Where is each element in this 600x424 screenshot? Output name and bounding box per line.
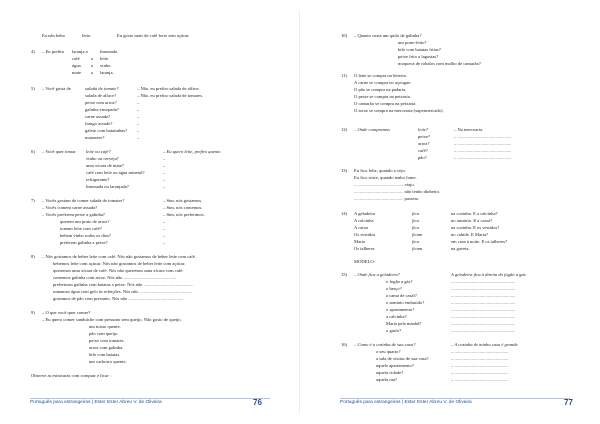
ex12-answer: – ............................................... <box>454 148 512 153</box>
ex8-line: gostamos de pão com presunto. Nós não ................................................ <box>53 296 184 301</box>
ex14-rest: na cozinha. E os vestidos? <box>451 225 500 230</box>
ex7-answer: – Sim, nós comemos. <box>163 205 203 210</box>
ex7-answer: – Sim, nós gostamos. <box>163 198 203 203</box>
ex8-line: preferimos galinha com batatas a peixe. Nós não ........................................... <box>53 282 193 287</box>
ex9-item: bife com batatas. <box>89 352 121 357</box>
ex12-item: café? <box>418 148 428 153</box>
ex12-item: peixe? <box>418 134 430 139</box>
ex16-model-answer: – A cozinha de minha casa é grande. <box>451 342 519 347</box>
ex14-rest: no armário. E a caixa? <box>451 218 493 223</box>
ex12-answer: – ............................................... <box>454 155 512 160</box>
ex6-item: leite ou café? <box>86 149 111 154</box>
ex14-rest: no cabide. E Maria? <box>451 232 488 237</box>
page-number: 76 <box>253 398 262 407</box>
ex9-answer: – Eu quero comer sanduíche com presunto sem queijo. Não gosto de queijo. <box>42 317 182 322</box>
ex6-item: limonada ou laranjada? <box>86 184 129 189</box>
ex12-answer: – ............................................... <box>454 134 512 139</box>
ex5-item: frango assado? <box>85 121 113 126</box>
ex7-answer: – <box>163 240 166 245</box>
page-number: 77 <box>564 398 573 407</box>
ex7-line: – Vocês preferem peixe a galinha? <box>42 212 105 217</box>
ex12-answer: – ............................................... <box>454 141 512 146</box>
ex14-model-label: MODELO: <box>354 259 375 264</box>
ex15-item: o garfo? <box>386 328 402 333</box>
ex5-answer: – <box>137 107 140 112</box>
footer-credit: Português para estrangeiros | Ester Ester Abreu V. de Oliveira <box>340 400 472 405</box>
ex7-answer: – <box>163 219 166 224</box>
ex9-item: um cachorro quente. <box>89 359 127 364</box>
ex13-number: 13) <box>341 168 348 173</box>
ex5-answer: – <box>137 100 140 105</box>
ex6-item: café com leite ou água mineral? <box>86 170 145 175</box>
ex12-item: arroz? <box>418 141 430 146</box>
ex15-item: o apartamento? <box>386 307 415 312</box>
ex15-number: 15) <box>341 272 348 277</box>
ex11-line: O peixe se compra na peixaria. <box>354 94 411 99</box>
ex7-line: – Vocês gostam de comer salada de tomates? <box>42 198 125 203</box>
ex5-item: carne assada? <box>85 114 111 119</box>
ex16-blank: – ............................................... <box>451 363 509 368</box>
ex14-verb: fica <box>412 225 419 230</box>
ex4-row-4b: a <box>91 70 94 75</box>
ex16-blank: – ............................................... <box>451 377 509 382</box>
ex16-blank: – ............................................... <box>451 349 509 354</box>
ex16-item: aquela rua? <box>376 377 398 382</box>
ex5-item: peixe com arroz? <box>85 100 117 105</box>
ex16-blank: – ............................................... <box>451 370 509 375</box>
ex12-item: pão? <box>418 155 427 160</box>
footer-rule <box>340 398 570 399</box>
ex7-number: 7) <box>31 198 35 203</box>
ex12-item: leite? <box>418 127 429 132</box>
ex11-line: O arroz se compra na mercearia (supermercado). <box>354 108 444 113</box>
ex5-item: salada de alface? <box>85 93 117 98</box>
ex15-item: o fogão a gás? <box>386 279 413 284</box>
ex5-number: 5) <box>31 86 35 91</box>
ex13-line: ........................................... não tenho dinheiro. <box>354 189 441 194</box>
ex14-rest: na gaveta. <box>451 246 470 251</box>
ex7-line: querem um prato de arroz? <box>60 219 110 224</box>
observe-note: Observe as estruturas com comprar e ficar : <box>31 373 111 378</box>
ex16-blank: – ............................................... <box>451 356 509 361</box>
ex4-row-3a: água <box>72 63 81 68</box>
footer-rule <box>30 398 270 399</box>
ex3-col3: Eu gosto mais de café forte sem açúcar. <box>117 33 190 38</box>
ex14-verb: fica <box>412 218 419 223</box>
ex4-row-4a: mate <box>72 70 81 75</box>
ex5-item: galinha ensopada? <box>85 107 119 112</box>
ex14-subject: Maria <box>354 239 365 244</box>
ex13-line: Eu fico feliz, quando a vejo. <box>354 168 406 173</box>
ex15-blank: ........................................................ <box>451 307 516 312</box>
ex15-item: a cama de casal? <box>386 293 417 298</box>
ex13-line: ........................................... passeio. <box>354 196 420 201</box>
ex15-blank: ........................................................ <box>451 286 516 291</box>
ex11-number: 11) <box>341 73 347 78</box>
ex5-answer: – <box>137 128 140 133</box>
ex5-answer: – <box>137 114 140 119</box>
ex16-item: a sala de visitas de sua casa? <box>376 356 429 361</box>
ex7-answer: – <box>163 233 166 238</box>
ex15-blank: ........................................................ <box>451 279 516 284</box>
ex7-line: – Vocês comem carne assada? <box>42 205 98 210</box>
ex9-item: pão com queijo. <box>89 331 119 336</box>
ex9-question: – O que você quer comer? <box>42 310 91 315</box>
ex14-verb: fica <box>412 211 419 216</box>
ex15-model-answer: A geladeira fica à direita do fogão a gás. <box>451 272 527 277</box>
ex16-item: aquele apartamento? <box>376 363 414 368</box>
ex4-row-3b: a <box>91 63 94 68</box>
ex6-answer: – Eu quero leite, prefiro quente. <box>163 149 222 154</box>
ex14-rest: na cozinha. E a calcinha? <box>451 211 498 216</box>
ex4-number: 4) <box>31 49 35 54</box>
ex14-verb: ficam <box>412 246 423 251</box>
ex10-line: bife com batatas fritas? <box>398 47 441 52</box>
ex7-line: bebem vinho todos os dias? <box>60 233 111 238</box>
ex10-line: – Quanto custa um quilo de galinha? <box>354 33 422 38</box>
ex15-blank: ........................................................ <box>451 300 516 305</box>
ex4-row-2c: leite. <box>100 56 110 61</box>
ex14-verb: fica <box>412 239 419 244</box>
ex14-subject: A caixa <box>354 225 368 230</box>
ex6-number: 6) <box>31 149 35 154</box>
ex4-row-2a: café <box>72 56 80 61</box>
ex5-answer: – <box>137 135 140 140</box>
ex10-number: 10) <box>341 33 348 38</box>
ex6-item: vinho ou cerveja? <box>86 156 119 161</box>
ex16-item: aquela cidade? <box>376 370 404 375</box>
ex8-line: queremos uma xícara de café. Nós não queremos uma xícara com café. <box>53 268 184 273</box>
ex9-number: 9) <box>31 310 35 315</box>
ex6-answer: – <box>163 184 166 189</box>
footer-credit: Português para estrangeiros | Ester Ester Abreu V. de Oliveira <box>30 400 162 405</box>
ex9-item: peixe com tomates. <box>89 338 125 343</box>
ex14-subject: Os talheres <box>354 246 375 251</box>
ex5-intro: – Você gosta de <box>42 86 71 91</box>
ex12-number: 12) <box>341 127 348 132</box>
ex4-intro: – Eu prefiro <box>42 49 65 54</box>
ex14-verb: ficam <box>412 232 423 237</box>
ex11-line: A carne se compra no açougue. <box>354 80 412 85</box>
ex3-col1: Eu não bebo <box>42 33 65 38</box>
ex15-item: a calcinha? <box>386 314 407 319</box>
ex8-number: 8) <box>31 254 35 259</box>
ex15-item: o armário embutido? <box>386 300 425 305</box>
ex7-line: tomam leite com café? <box>60 226 102 231</box>
ex6-answer: – <box>163 163 166 168</box>
ex11-line: O leite se compra na leiteria. <box>354 73 407 78</box>
ex6-item: uma xícara de mate? <box>86 163 124 168</box>
ex5-item: maionese? <box>85 135 105 140</box>
ex8-line: bebemos leite com açúcar. Nós não gostamos de beber leite com açúcar. <box>53 261 186 266</box>
ex14-number: 14) <box>341 211 348 216</box>
right-page <box>300 0 600 424</box>
ex9-item: arroz com galinha. <box>89 345 124 350</box>
ex5-item: galeto com batatinhas? <box>85 128 128 133</box>
ex9-item: um misto quente. <box>89 324 121 329</box>
ex14-subject: Os vestidos <box>354 232 376 237</box>
ex6-intro: – Você quer tomar <box>42 149 76 154</box>
ex7-line: preferem galinha a peixe? <box>60 240 108 245</box>
ex15-intro: – Onde fica a geladeira? <box>354 272 400 277</box>
ex15-item: Maria pela manhã? <box>386 321 422 326</box>
ex14-subject: A geladeira <box>354 211 376 216</box>
ex5-answer: – Não, eu prefiro salada de alface. <box>137 86 200 91</box>
ex16-item: o seu quarto? <box>376 349 401 354</box>
ex3-col2: leite. <box>82 33 92 38</box>
ex5-answer: – Não, eu prefiro salada de tomates. <box>137 93 204 98</box>
ex6-answer: – <box>163 170 166 175</box>
ex12-intro: – Onde compramos <box>354 127 390 132</box>
ex13-line: Eu fico triste, quando tenho fome. <box>354 175 417 180</box>
ex10-line: peixe frito a lagostas? <box>398 54 439 59</box>
ex15-blank: ........................................................ <box>451 314 516 319</box>
ex12-answer: – Na mercearia. <box>454 127 484 132</box>
ex8-line: tomamos água com gelo às refeições. Nós não .............................................. <box>53 289 192 294</box>
ex15-blank: ........................................................ <box>451 321 516 326</box>
ex5-answer: – <box>137 121 140 126</box>
ex11-line: O camarão se compra na peixaria. <box>354 101 417 106</box>
ex5-item: salada de tomate? <box>85 86 119 91</box>
ex11-line: O pão se compra na padaria. <box>354 87 407 92</box>
ex16-intro: – Como é a cozinha de sua casa? <box>354 342 416 347</box>
ex7-answer: – <box>163 226 166 231</box>
ex4-row-2b: a <box>91 56 94 61</box>
ex10-line: um prato-feito? <box>398 40 427 45</box>
ex14-rest: em casa à noite. E os talheres? <box>451 239 507 244</box>
ex7-answer: – Sim, nós preferimos. <box>163 212 205 217</box>
ex6-item: refrigerante? <box>86 177 110 182</box>
ex15-blank: ........................................................ <box>451 293 516 298</box>
ex8-line: – Nós gostamos de beber leite com café. Nós não gostamos de beber leite com café. <box>42 254 196 259</box>
ex4-row-1b: limonada. <box>100 49 119 54</box>
ex6-answer: – <box>163 177 166 182</box>
ex14-subject: A calcinha <box>354 218 374 223</box>
ex4-row-1a: laranja a <box>72 49 88 54</box>
ex10-line: moqueca de robalos com molho de camarão? <box>398 61 481 66</box>
ex13-line: ........................................... viajo. <box>354 182 415 187</box>
ex8-line: comemos galinha com arroz. Nós não .............................................. <box>53 275 177 280</box>
ex4-row-3c: vinho. <box>100 63 112 68</box>
ex15-item: o berço? <box>386 286 402 291</box>
ex16-number: 16) <box>341 342 348 347</box>
ex15-blank: ........................................................ <box>451 328 516 333</box>
ex6-answer: – <box>163 156 166 161</box>
ex4-row-4c: laranja. <box>100 70 114 75</box>
